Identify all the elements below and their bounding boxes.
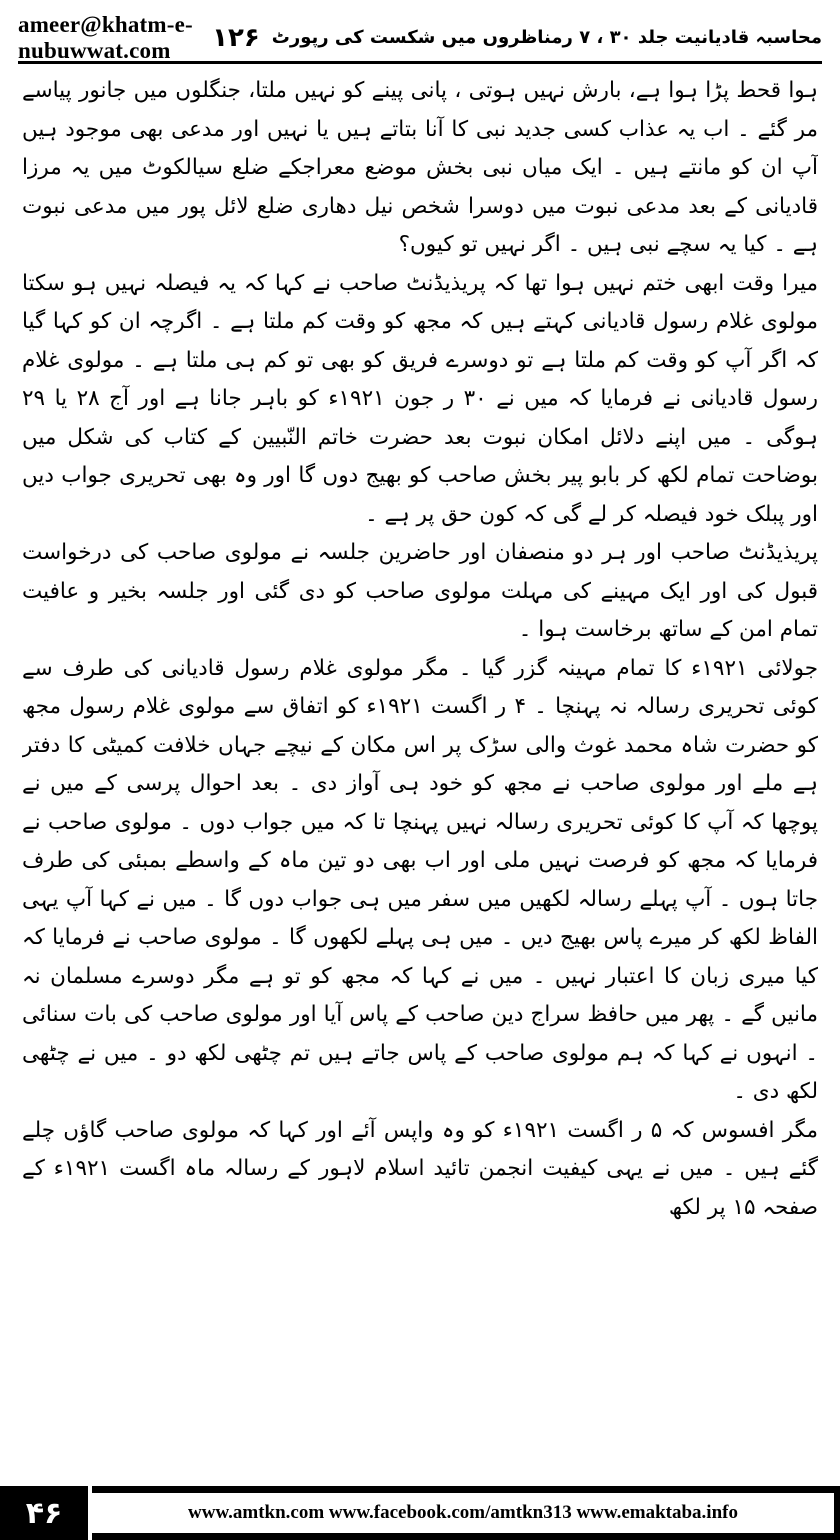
paragraph-4: جولائی ۱۹۲۱ء کا تمام مہینہ گزر گیا ۔ مگر مولوی غلام رسول قادیانی کی طرف سے کوئی تحریری رسالہ نہ پہنچا ۔ ۴ ر اگست ۱۹۲۱ء کو اتفاق سے مولوی غلام رسول مجھ کو حضرت شاہ محمد غوث والی سڑک پر اس مکان کے نیچے جہاں خلافت کمیٹی کا دفتر ہے ملے اور مولوی صاحب نے مجھ کو خود ہی آواز دی ۔ بعد احوال پرسی کے میں نے پوچھا کہ آپ کا کوئی تحریری رسالہ نہیں پہنچا تا کہ میں جواب دوں ۔ مولوی صاحب نے فرمایا کہ مجھ کو فرصت نہیں ملی اور اب بھی دو تین ماہ کے واسطے بمبئی کی طرف جاتا ہوں ۔ آپ پہلے رسالہ لکھیں میں سفر میں ہی جواب دوں گا ۔ میں نے کہا آپ یہی الفاظ لکھ کر میرے پاس بھیج دیں ۔ میں ہی پہلے لکھوں گا ۔ مولوی صاحب نے فرمایا کہ کیا میری زبان کا اعتبار نہیں ۔ میں نے کہا کہ مجھ کو تو ہے مگر دوسرے مسلمان نہ مانیں گے ۔ پھر میں حافظ سراج دین صاحب کے پاس آیا اور مولوی صاحب کی بات سنائی ۔ انہوں نے کہا کہ ہم مولوی صاحب کے پاس جاتے ہیں تم چٹھی لکھ دو ۔ میں نے چٹھی لکھ دی ۔ bbox=[22, 655, 818, 1104]
page-footer bbox=[0, 1486, 840, 1540]
paragraph-2: میرا وقت ابھی ختم نہیں ہوا تھا کہ پریذیڈنٹ صاحب نے کہا کہ یہ فیصلہ نہیں ہو سکتا مولوی غلام رسول قادیانی کہتے ہیں کہ مجھ کو وقت کم ملتا ہے ۔ اگرچہ ان کو کہا گیا کہ اگر آپ کو وقت کم ملتا ہے تو دوسرے فریق کو بھی تو کم ہی ملتا ہے ۔ مولوی غلام رسول قادیانی نے فرمایا کہ میں نے ۳۰ ر جون ۱۹۲۱ء کو باہر جانا ہے اور آج ۲۸ یا ۲۹ ہوگی ۔ میں اپنے دلائل امکان نبوت بعد حضرت خاتم النّبیین کے کتاب کی شکل میں بوضاحت تمام لکھ کر بابو پیر بخش صاحب کو بھیج دوں گا اور وہ بھی تحریری جواب دیں اور پبلک خود فیصلہ کر لے گی کہ کون حق پر ہے ۔ bbox=[22, 270, 818, 527]
footer-page-number: ۴۶ bbox=[0, 1486, 92, 1540]
paragraph-1: ہوا قحط پڑا ہوا ہے، بارش نہیں ہوتی ، پانی پینے کو نہیں ملتا، جنگلوں میں جانور پیاسے مر گئے ۔ اب یہ عذاب کسی جدید نبی کا آنا بتاتے ہیں یا نہیں اور مدعی بھی موجود ہیں آپ ان کو مانتے ہیں ۔ ایک میاں نبی بخش موضع معراجکے ضلع سیالکوٹ میں یہ مرزا قادیانی کے بعد مدعی نبوت میں دوسرا شخص نیل دھاری ضلع لائل پور میں مدعی نبوت ہے ۔ کیا یہ سچے نبی ہیں ۔ اگر نہیں تو کیوں؟ bbox=[22, 78, 818, 257]
header-title-group bbox=[212, 23, 822, 53]
body-text bbox=[22, 72, 818, 1457]
footer-links: www.amtkn.com www.facebook.com/amtkn313 www.emaktaba.info bbox=[92, 1493, 834, 1533]
page-header bbox=[18, 11, 822, 64]
header-page-number: ۱۲۶ bbox=[212, 22, 260, 53]
header-book-title: محاسبہ قادیانیت جلد ۳۰ ، ۷ رمناظروں میں شکست کی رپورٹ bbox=[271, 27, 822, 48]
header-email: ameer@khatm-e-nubuwwat.com bbox=[18, 11, 193, 63]
paragraph-3: پریذیڈنٹ صاحب اور ہر دو منصفان اور حاضرین جلسہ نے مولوی صاحب کی درخواست قبول کی اور ایک مہینے کی مہلت مولوی صاحب کو دی گئی اور جلسہ بخیر و عافیت تمام امن کے ساتھ برخاست ہوا ۔ bbox=[22, 540, 818, 642]
paragraph-5: مگر افسوس کہ ۵ ر اگست ۱۹۲۱ء کو وہ واپس آئے اور کہا کہ مولوی صاحب گاؤں چلے گئے ہیں ۔ میں نے یہی کیفیت انجمن تائید اسلام لاہور کے رسالہ ماہ اگست ۱۹۲۱ء کے صفحہ ۱۵ پر لکھ bbox=[22, 1117, 818, 1220]
